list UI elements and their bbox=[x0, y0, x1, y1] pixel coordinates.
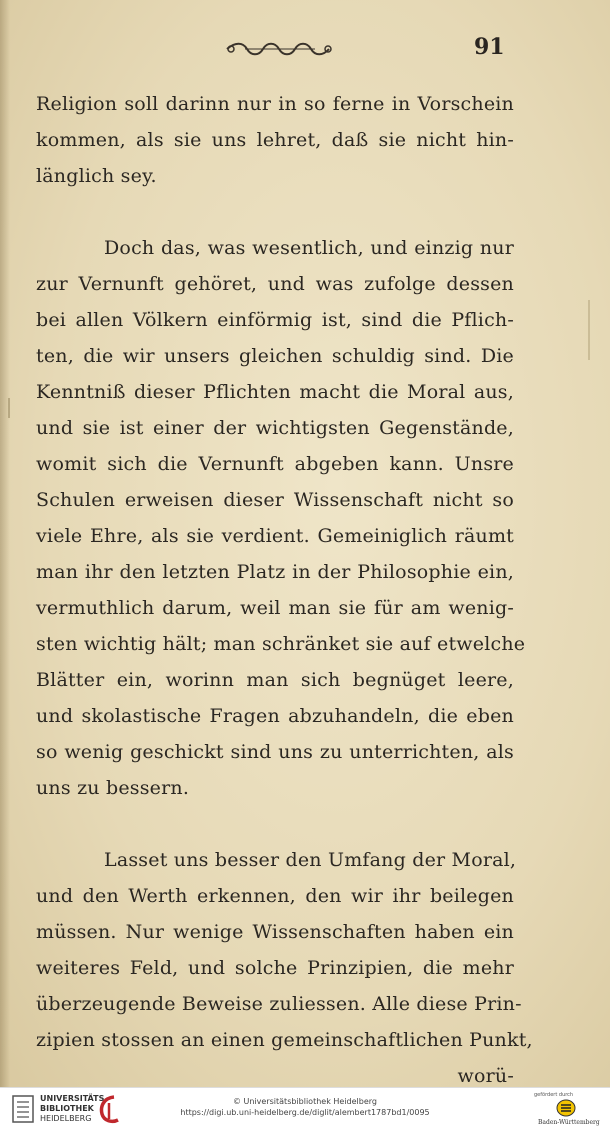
margin-mark bbox=[588, 300, 590, 360]
digitization-footer bbox=[0, 1087, 610, 1131]
text-line: bei allen Völkern einförmig ist, sind die Pflich- bbox=[36, 309, 514, 331]
text-line: länglich sey. bbox=[36, 165, 157, 187]
copyright-notice: © Universitätsbibliothek Heidelberg bbox=[232, 1097, 377, 1106]
text-line: ten, die wir unsers gleichen schuldig sind. Die bbox=[36, 345, 514, 367]
text-line: und den Werth erkennen, den wir ihr beilegen bbox=[36, 885, 514, 907]
text-line: Schulen erweisen dieser Wissenschaft nicht so bbox=[36, 489, 514, 511]
baden-wuerttemberg-seal-icon bbox=[556, 1099, 576, 1117]
text-line: Blätter ein, worinn man sich begnüget leere, bbox=[36, 669, 514, 691]
paragraph bbox=[36, 842, 533, 1058]
paragraph bbox=[36, 230, 526, 806]
permalink-url[interactable]: https://digi.ub.uni-heidelberg.de/diglit/alembert1787bd1/0095 bbox=[180, 1108, 430, 1117]
text-line: uns zu bessern. bbox=[36, 777, 190, 799]
text-line: weiteres Feld, und solche Prinzipien, die mehr bbox=[36, 957, 514, 979]
text-line: zur Vernunft gehöret, und was zufolge dessen bbox=[36, 273, 514, 295]
header-ornament-icon bbox=[225, 40, 335, 58]
text-line: überzeugende Beweise zuliessen. Alle diese Prin- bbox=[36, 993, 522, 1015]
page-number: 91 bbox=[474, 34, 505, 60]
text-line: womit sich die Vernunft abgeben kann. Unsre bbox=[36, 453, 514, 475]
funder-name: Baden-Württemberg bbox=[538, 1119, 600, 1126]
text-line: Kenntniß dieser Pflichten macht die Moral aus, bbox=[36, 381, 514, 403]
text-line: man ihr den letzten Platz in der Philosophie ein, bbox=[36, 561, 514, 583]
text-line: und sie ist einer der wichtigsten Gegenstände, bbox=[36, 417, 514, 439]
institution-line: BIBLIOTHEK bbox=[40, 1104, 94, 1113]
text-line: Doch das, was wesentlich, und einzig nur bbox=[104, 237, 514, 259]
text-line: und skolastische Fragen abzuhandeln, die eben bbox=[36, 705, 514, 727]
text-line: sten wichtig hält; man schränket sie auf etwelche bbox=[36, 633, 526, 655]
text-line: Lasset uns besser den Umfang der Moral, bbox=[104, 849, 517, 871]
institution-line: UNIVERSITÄTS- bbox=[40, 1094, 108, 1103]
institution-line: HEIDELBERG bbox=[40, 1114, 92, 1123]
paragraph bbox=[36, 86, 514, 194]
text-line: viele Ehre, als sie verdient. Gemeiniglich räumt bbox=[36, 525, 514, 547]
catchword: worü- bbox=[457, 1065, 514, 1087]
text-line: kommen, als sie uns lehret, daß sie nicht hin- bbox=[36, 129, 514, 151]
text-line: so wenig geschickt sind uns zu unterrichten, als bbox=[36, 741, 514, 763]
text-line: zipien stossen an einen gemeinschaftlichen Punkt, bbox=[36, 1029, 533, 1051]
funded-by-label: gefördert durch bbox=[534, 1092, 574, 1098]
body-text bbox=[36, 86, 533, 1087]
text-line: Religion soll darinn nur in so ferne in Vorschein bbox=[36, 93, 514, 115]
text-line: müssen. Nur wenige Wissenschaften haben ein bbox=[36, 921, 514, 943]
page-gutter-shadow bbox=[0, 0, 10, 1087]
text-line: vermuthlich darum, weil man sie für am wenig- bbox=[36, 597, 514, 619]
margin-mark bbox=[8, 398, 10, 418]
